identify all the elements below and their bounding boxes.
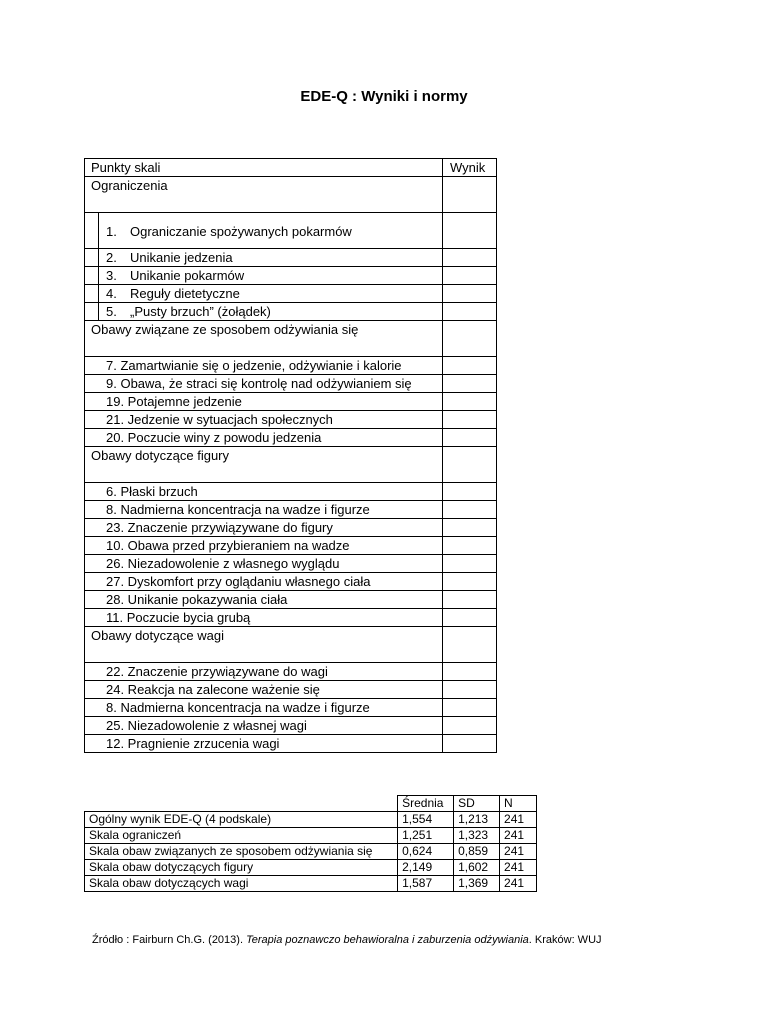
item-row <box>85 375 497 393</box>
item-text: Unikanie pokarmów <box>130 268 245 283</box>
item-text: 26. Niezadowolenie z własnego wyglądu <box>106 556 340 571</box>
item-row <box>85 681 497 699</box>
header-mean: Średnia <box>398 796 454 812</box>
score-cell <box>443 303 497 321</box>
item-label <box>85 717 443 735</box>
source-suffix: . Kraków: WUJ <box>528 934 602 946</box>
item-number: 3. <box>106 268 117 283</box>
item-text: 8. Nadmierna koncentracja na wadze i figurze <box>106 700 370 715</box>
norms-n: 241 <box>500 812 537 828</box>
section-row <box>85 321 497 357</box>
norms-mean: 1,251 <box>398 828 454 844</box>
scale-header-row <box>85 159 497 177</box>
item-label <box>85 213 443 249</box>
item-row <box>85 573 497 591</box>
score-cell <box>443 519 497 537</box>
numbered-item <box>85 303 442 320</box>
norms-label: Skala obaw dotyczących wagi <box>85 876 398 892</box>
item-text: 23. Znaczenie przywiązywane do figury <box>106 520 333 535</box>
norms-n: 241 <box>500 828 537 844</box>
norms-row <box>85 844 537 860</box>
item-row <box>85 249 497 267</box>
norms-row <box>85 876 537 892</box>
indent-line <box>98 267 99 284</box>
norms-sd: 1,369 <box>454 876 500 892</box>
item-label <box>85 735 443 753</box>
norms-sd: 1,323 <box>454 828 500 844</box>
item-label <box>85 303 443 321</box>
item-label <box>85 555 443 573</box>
item-label <box>85 375 443 393</box>
item-row <box>85 555 497 573</box>
norms-n: 241 <box>500 844 537 860</box>
item-label <box>85 663 443 681</box>
item-number: 5. <box>106 304 117 319</box>
score-cell <box>443 285 497 303</box>
scale-table <box>84 158 497 753</box>
score-cell <box>443 609 497 627</box>
item-row <box>85 519 497 537</box>
source-citation <box>92 934 602 946</box>
item-row <box>85 303 497 321</box>
item-label <box>85 519 443 537</box>
header-sd: SD <box>454 796 500 812</box>
item-text: 6. Płaski brzuch <box>106 484 198 499</box>
score-cell <box>443 429 497 447</box>
score-cell <box>443 537 497 555</box>
indent-line <box>98 285 99 302</box>
section-row <box>85 627 497 663</box>
item-row <box>85 285 497 303</box>
section-label: Obawy dotyczące wagi <box>85 627 443 663</box>
indent-line <box>98 249 99 266</box>
header-n: N <box>500 796 537 812</box>
item-text: 25. Niezadowolenie z własnej wagi <box>106 718 307 733</box>
norms-header-blank <box>85 796 398 812</box>
norms-sd: 1,602 <box>454 860 500 876</box>
score-cell <box>443 483 497 501</box>
norms-mean: 1,587 <box>398 876 454 892</box>
item-row <box>85 501 497 519</box>
section-row <box>85 177 497 213</box>
score-cell <box>443 447 497 483</box>
item-row <box>85 735 497 753</box>
item-row <box>85 717 497 735</box>
indent-line <box>98 303 99 320</box>
item-number: 4. <box>106 286 117 301</box>
item-row <box>85 267 497 285</box>
score-cell <box>443 663 497 681</box>
item-row <box>85 609 497 627</box>
item-row <box>85 213 497 249</box>
item-label <box>85 249 443 267</box>
item-label <box>85 591 443 609</box>
page-title: EDE-Q : Wyniki i normy <box>300 88 468 105</box>
section-label: Ograniczenia <box>85 177 443 213</box>
item-text: 24. Reakcja na zalecone ważenie się <box>106 682 320 697</box>
numbered-item <box>85 267 442 284</box>
norms-sd: 0,859 <box>454 844 500 860</box>
item-row <box>85 663 497 681</box>
norms-n: 241 <box>500 860 537 876</box>
score-cell <box>443 573 497 591</box>
section-label: Obawy związane ze sposobem odżywiania się <box>85 321 443 357</box>
header-score: Wynik <box>443 159 497 177</box>
item-label <box>85 357 443 375</box>
norms-mean: 2,149 <box>398 860 454 876</box>
item-row <box>85 537 497 555</box>
item-row <box>85 483 497 501</box>
item-row <box>85 429 497 447</box>
source-book-title: Terapia poznawczo behawioralna i zaburzenia odżywiania <box>246 934 529 946</box>
score-cell <box>443 393 497 411</box>
section-row <box>85 447 497 483</box>
score-cell <box>443 411 497 429</box>
item-label <box>85 573 443 591</box>
score-cell <box>443 177 497 213</box>
score-cell <box>443 321 497 357</box>
source-prefix: Źródło : Fairburn Ch.G. (2013). <box>92 934 247 946</box>
item-text: 10. Obawa przed przybieraniem na wadze <box>106 538 350 553</box>
norms-header-row <box>85 796 537 812</box>
score-cell <box>443 591 497 609</box>
item-label <box>85 267 443 285</box>
item-text: 7. Zamartwianie się o jedzenie, odżywianie i kalorie <box>106 358 402 373</box>
item-label <box>85 609 443 627</box>
score-cell <box>443 699 497 717</box>
norms-label: Skala obaw dotyczących figury <box>85 860 398 876</box>
item-text: 11. Poczucie bycia grubą <box>106 610 251 625</box>
norms-row <box>85 860 537 876</box>
norms-mean: 0,624 <box>398 844 454 860</box>
item-text: 20. Poczucie winy z powodu jedzenia <box>106 430 322 445</box>
score-cell <box>443 735 497 753</box>
norms-mean: 1,554 <box>398 812 454 828</box>
item-label <box>85 429 443 447</box>
item-text: 27. Dyskomfort przy oglądaniu własnego ciała <box>106 574 371 589</box>
item-text: „Pusty brzuch” (żołądek) <box>130 304 271 319</box>
score-cell <box>443 627 497 663</box>
score-cell <box>443 501 497 519</box>
item-text: 28. Unikanie pokazywania ciała <box>106 592 288 607</box>
item-row <box>85 591 497 609</box>
item-text: 19. Potajemne jedzenie <box>106 394 242 409</box>
item-label <box>85 501 443 519</box>
numbered-item <box>85 213 442 240</box>
item-label <box>85 537 443 555</box>
item-label <box>85 411 443 429</box>
norms-label: Ogólny wynik EDE-Q (4 podskale) <box>85 812 398 828</box>
score-cell <box>443 267 497 285</box>
item-text: 22. Znaczenie przywiązywane do wagi <box>106 664 328 679</box>
header-scale-points: Punkty skali <box>85 159 443 177</box>
item-row <box>85 357 497 375</box>
norms-n: 241 <box>500 876 537 892</box>
score-cell <box>443 375 497 393</box>
item-number: 2. <box>106 250 117 265</box>
score-cell <box>443 213 497 249</box>
score-cell <box>443 681 497 699</box>
item-text: Ograniczanie spożywanych pokarmów <box>130 224 352 239</box>
score-cell <box>443 249 497 267</box>
norms-row <box>85 828 537 844</box>
item-row <box>85 411 497 429</box>
norms-label: Skala ograniczeń <box>85 828 398 844</box>
item-label <box>85 285 443 303</box>
norms-label: Skala obaw związanych ze sposobem odżywiania się <box>85 844 398 860</box>
indent-line <box>98 213 99 248</box>
item-text: 21. Jedzenie w sytuacjach społecznych <box>106 412 333 427</box>
norms-table <box>84 795 537 892</box>
item-row <box>85 393 497 411</box>
item-label <box>85 699 443 717</box>
item-text: 12. Pragnienie zrzucenia wagi <box>106 736 280 751</box>
item-label <box>85 393 443 411</box>
item-label <box>85 483 443 501</box>
item-text: Unikanie jedzenia <box>130 250 233 265</box>
norms-row <box>85 812 537 828</box>
norms-sd: 1,213 <box>454 812 500 828</box>
score-cell <box>443 555 497 573</box>
item-row <box>85 699 497 717</box>
item-text: Reguły dietetyczne <box>130 286 240 301</box>
item-label <box>85 681 443 699</box>
score-cell <box>443 357 497 375</box>
numbered-item <box>85 249 442 266</box>
score-cell <box>443 717 497 735</box>
section-label: Obawy dotyczące figury <box>85 447 443 483</box>
item-text: 8. Nadmierna koncentracja na wadze i figurze <box>106 502 370 517</box>
item-number: 1. <box>106 224 117 239</box>
item-text: 9. Obawa, że straci się kontrolę nad odżywianiem się <box>106 376 412 391</box>
numbered-item <box>85 285 442 302</box>
